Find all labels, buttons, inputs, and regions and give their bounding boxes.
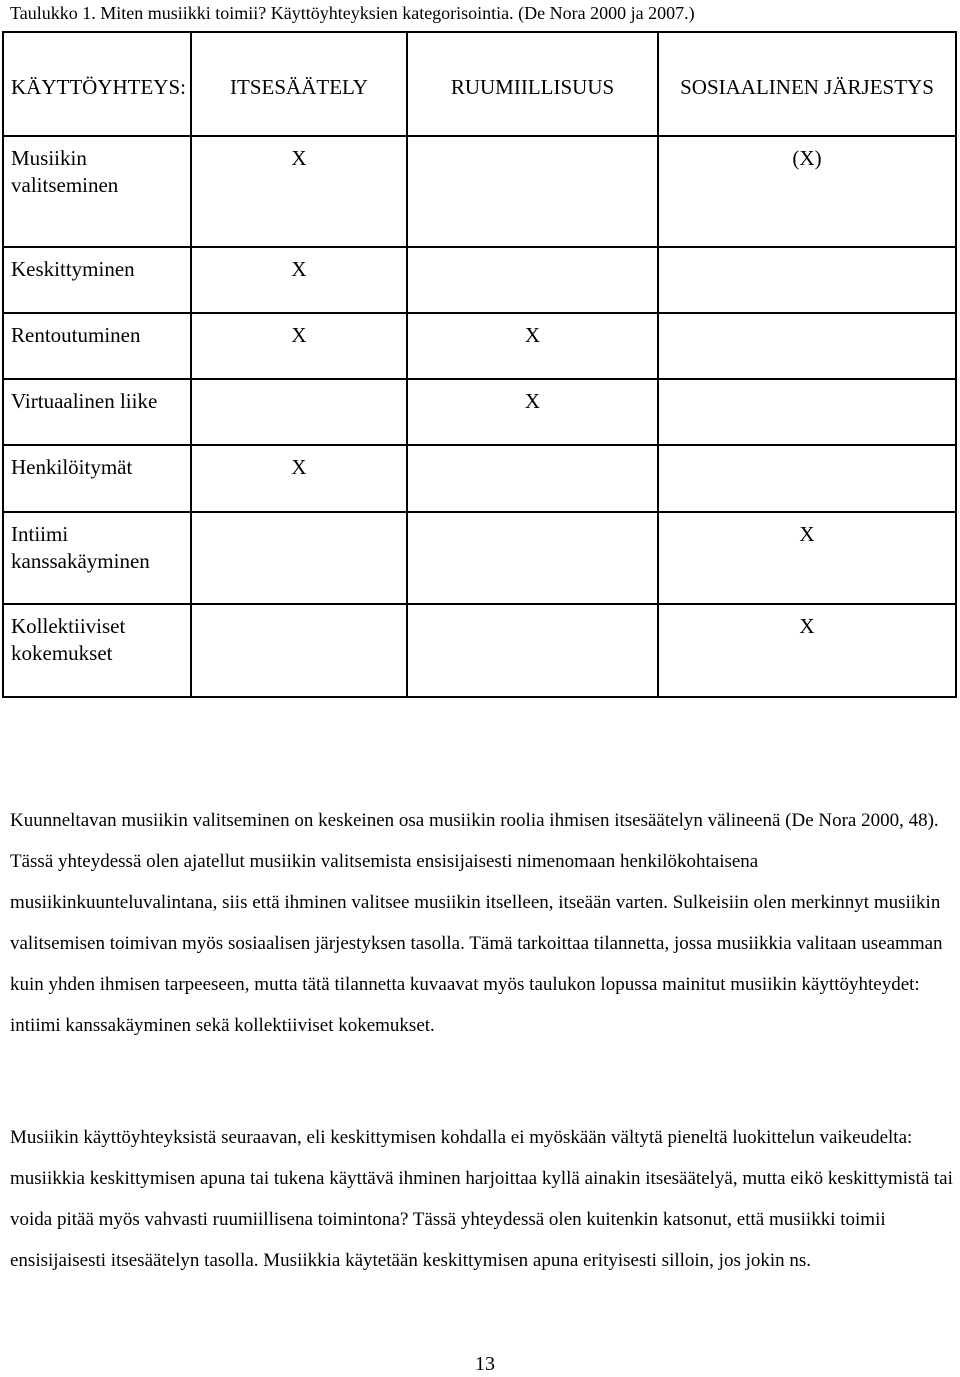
table-row <box>3 313 956 379</box>
cell-ruumiillisuus <box>407 445 658 512</box>
table-row <box>3 379 956 445</box>
cell-sosiaalinen <box>658 313 956 379</box>
cell-ruumiillisuus: X <box>407 313 658 379</box>
paragraph-text: Musiikin käyttöyhteyksistä seuraavan, eli keskittymisen kohdalla ei myöskään vältytä pieneltä luokittelun vaikeudelta: musiikkia keskittymisen apuna tai tukena käyttävä ihminen harjoittaa kyllä ainakin itsesäätelyä, mutta eikö keskittymistä tai voida pitää myös vahvasti ruumiillisena toimintona? Tässä yhteydessä olen kuitenkin katsonut, että musiikki toimii ensisijaisesti itsesäätelyn tasolla. Musiikkia käytetään keskittymisen apuna erityisesti silloin, jos jokin ns. <box>10 1127 953 1271</box>
cell-itsesaately <box>191 512 407 604</box>
table-row <box>3 445 956 512</box>
cell-itsesaately: X <box>191 247 407 313</box>
cell-ruumiillisuus: X <box>407 379 658 445</box>
cell-itsesaately <box>191 379 407 445</box>
header-kayttoyhteys: KÄYTTÖYHTEYS: <box>3 32 191 136</box>
cell-sosiaalinen <box>658 379 956 445</box>
cell-sosiaalinen: X <box>658 604 956 697</box>
cell-sosiaalinen: X <box>658 512 956 604</box>
table-row <box>3 247 956 313</box>
cell-ruumiillisuus <box>407 604 658 697</box>
row-label: Henkilöitymät <box>3 445 191 512</box>
row-label: Musiikin valitseminen <box>3 136 191 247</box>
cell-ruumiillisuus <box>407 247 658 313</box>
table-caption: Taulukko 1. Miten musiikki toimii? Käyttöyhteyksien kategorisointia. (De Nora 2000 ja 2007.) <box>10 3 695 23</box>
row-label: Keskittyminen <box>3 247 191 313</box>
usage-context-table <box>2 31 957 698</box>
table-row <box>3 604 956 697</box>
table-row <box>3 136 956 247</box>
cell-sosiaalinen <box>658 445 956 512</box>
body-paragraph <box>10 1117 955 1281</box>
cell-sosiaalinen: (X) <box>658 136 956 247</box>
row-label: Rentoutuminen <box>3 313 191 379</box>
row-label: Virtuaalinen liike <box>3 379 191 445</box>
row-label: Intiimi kanssakäyminen <box>3 512 191 604</box>
cell-ruumiillisuus <box>407 512 658 604</box>
cell-itsesaately: X <box>191 313 407 379</box>
row-label: Kollektiiviset kokemukset <box>3 604 191 697</box>
header-ruumiillisuus: RUUMIILLISUUS <box>407 32 658 136</box>
cell-itsesaately: X <box>191 136 407 247</box>
cell-sosiaalinen <box>658 247 956 313</box>
cell-itsesaately <box>191 604 407 697</box>
header-sosiaalinen-jarjestys: SOSIAALINEN JÄRJESTYS <box>658 32 956 136</box>
cell-itsesaately: X <box>191 445 407 512</box>
table-header-row <box>3 32 956 136</box>
table-row <box>3 512 956 604</box>
paragraph-text: Kuunneltavan musiikin valitseminen on keskeinen osa musiikin roolia ihmisen itsesäätelyn välineenä (De Nora 2000, 48). Tässä yhteydessä olen ajatellut musiikin valitsemista ensisijaisesti nimenomaan henkilökohtaisena musiikinkuunteluvalintana, siis että ihminen valitsee musiikin itselleen, itseään varten. Sulkeisiin olen merkinnyt musiikin valitsemisen toimivan myös sosiaalisen järjestyksen tasolla. Tämä tarkoittaa tilannetta, jossa musiikkia valitaan useamman kuin yhden ihmisen tarpeeseen, mutta tätä tilannetta kuvaavat myös taulukon lopussa mainitut musiikin käyttöyhteydet: intiimi kanssakäyminen sekä kollektiiviset kokemukset. <box>10 810 943 1036</box>
header-itsesaately: ITSESÄÄTELY <box>191 32 407 136</box>
page-number: 13 <box>475 1353 495 1375</box>
cell-ruumiillisuus <box>407 136 658 247</box>
body-paragraph <box>10 800 955 1046</box>
